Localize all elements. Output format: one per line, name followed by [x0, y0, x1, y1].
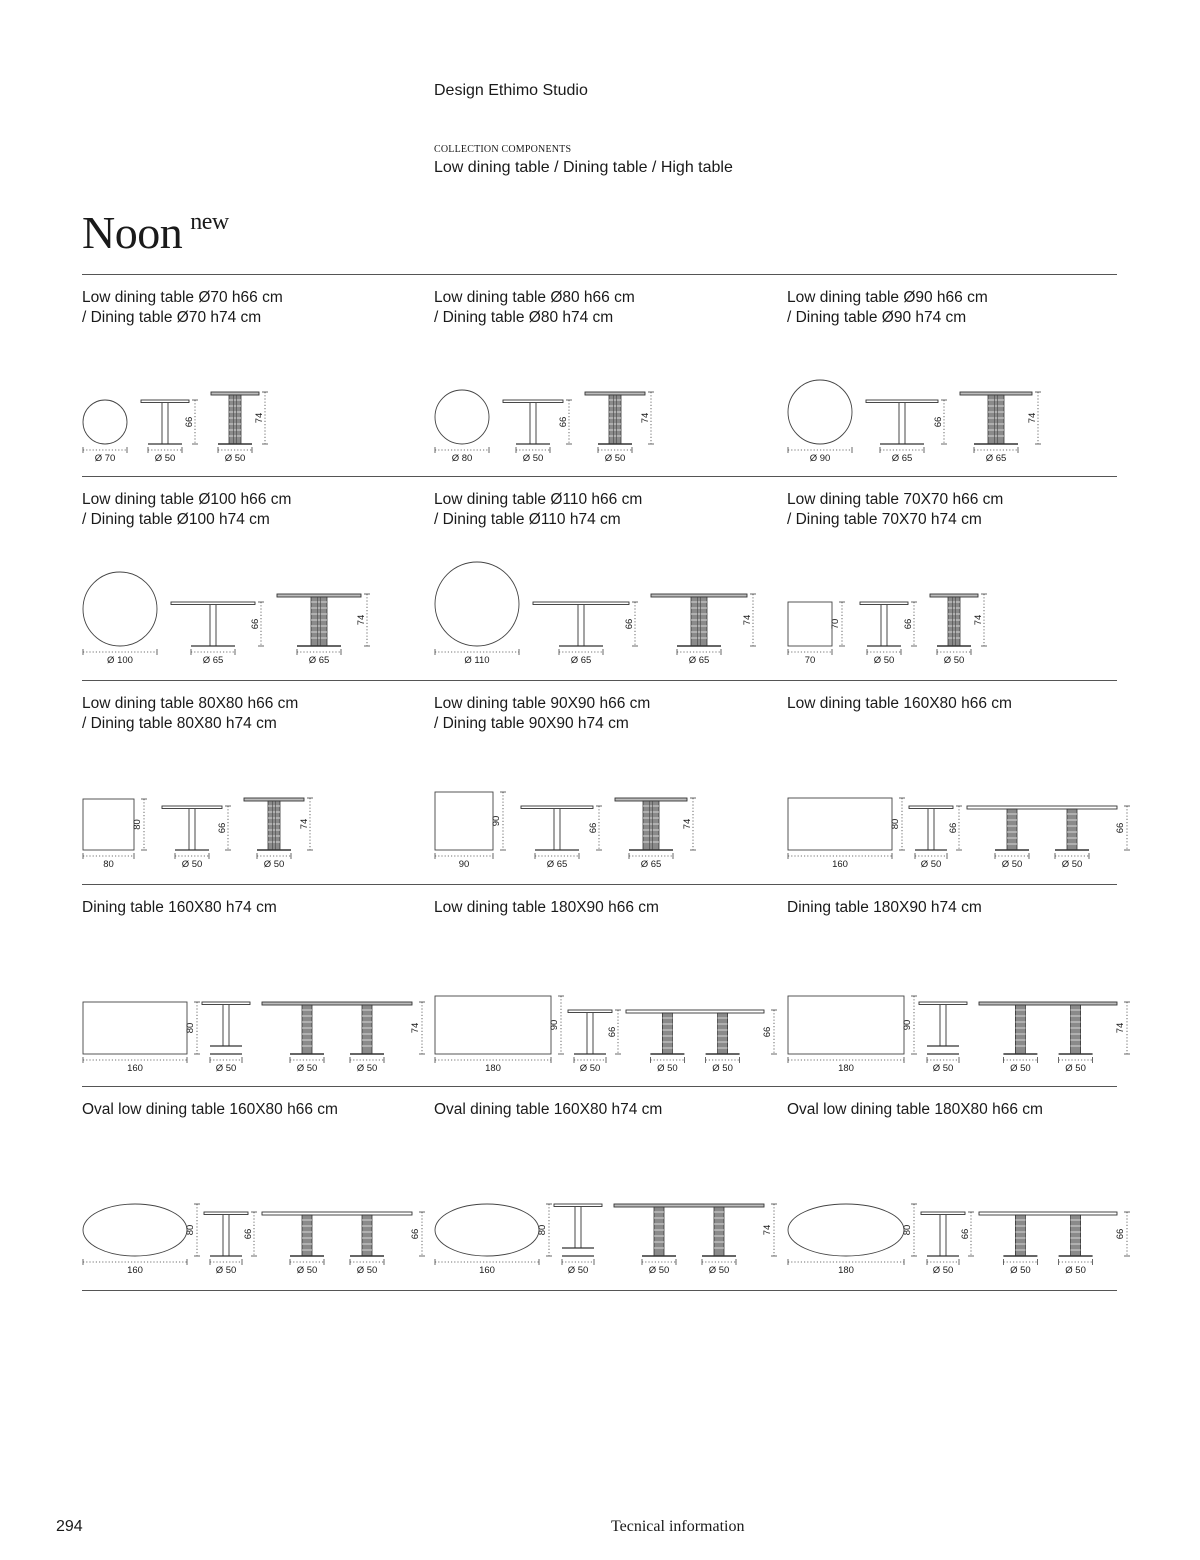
- dimension-label-length: 160: [479, 1265, 495, 1276]
- product-cell: [787, 884, 1139, 1086]
- side-view-long-elevation: [967, 806, 1117, 850]
- dimension-label-height: 66: [217, 822, 228, 834]
- section-name: Tecnical information: [611, 1518, 745, 1535]
- side-view-long-elevation: [626, 1010, 764, 1054]
- technical-drawing: [434, 476, 786, 678]
- technical-drawing: [787, 884, 1139, 1086]
- product-label-line2: / Dining table Ø80 h74 cm: [434, 309, 614, 326]
- side-view-short-end: [204, 1212, 248, 1256]
- plan-view-rect-top: [435, 996, 551, 1054]
- product-label-line1: Low dining table 160X80 h66 cm: [787, 695, 1012, 712]
- side-view-long-elevation: [262, 1002, 412, 1054]
- side-view-dining-table: [651, 594, 747, 646]
- side-view-short-end: [919, 1002, 967, 1046]
- plan-view-oval-top: [83, 1204, 187, 1256]
- side-view-dining-table: [585, 392, 645, 444]
- technical-drawing: [82, 680, 434, 882]
- dimension-label-base: Ø 65: [891, 453, 913, 464]
- collection-kicker: COLLECTION COMPONENTS: [434, 144, 572, 155]
- dimension-label-base: Ø 65: [688, 655, 710, 666]
- side-view-low-table: [860, 602, 908, 646]
- dimension-label-height: 66: [607, 1026, 618, 1038]
- product-cell: [434, 680, 786, 882]
- plan-view-round-top: [788, 380, 852, 444]
- technical-drawing: [82, 1086, 434, 1288]
- product-label-line1: Low dining table Ø100 h66 cm: [82, 491, 292, 508]
- plan-view-round-top: [435, 562, 519, 646]
- dimension-label-base: Ø 65: [640, 859, 662, 870]
- product-label-line1: Dining table 160X80 h74 cm: [82, 899, 277, 916]
- dimension-label-depth: 80: [132, 819, 143, 830]
- side-view-short-end: [568, 1010, 612, 1054]
- dimension-label-base: Ø 50: [1010, 1063, 1031, 1074]
- dimension-label-height: 66: [762, 1026, 773, 1038]
- side-view-dining-table: [277, 594, 361, 646]
- side-view-dining-table: [960, 392, 1032, 444]
- dimension-label-height: 66: [184, 416, 195, 428]
- dimension-label-base: Ø 50: [296, 1265, 318, 1276]
- side-view-long-elevation: [614, 1204, 764, 1256]
- product-label-line1: Low dining table Ø70 h66 cm: [82, 289, 283, 306]
- dimension-label-base: Ø 50: [296, 1063, 318, 1074]
- product-cell: [82, 274, 434, 476]
- side-view-short-end: [202, 1002, 250, 1046]
- dimension-label-base: Ø 50: [215, 1063, 237, 1074]
- side-view-long-elevation: [262, 1212, 412, 1256]
- product-cell: [82, 884, 434, 1086]
- dimension-label-width: 70: [804, 655, 816, 666]
- dimension-label-depth: 90: [491, 815, 502, 827]
- dimension-label-base: Ø 50: [708, 1265, 730, 1276]
- dimension-label-diameter: Ø 70: [94, 453, 116, 464]
- dimension-label-diameter: Ø 110: [464, 655, 490, 666]
- plan-view-round-top: [83, 572, 157, 646]
- dimension-label-height: 74: [1027, 412, 1038, 424]
- dimension-label-height: 66: [960, 1228, 971, 1240]
- technical-drawing: [434, 884, 786, 1086]
- dimension-label-length: 180: [838, 1063, 854, 1074]
- dimension-label-base: Ø 50: [263, 859, 285, 870]
- dimension-label-base: Ø 50: [932, 1265, 954, 1276]
- dimension-label-base: Ø 50: [943, 655, 965, 666]
- dimension-label-base: Ø 65: [202, 655, 224, 666]
- product-label-line1: Low dining table Ø110 h66 cm: [434, 491, 643, 508]
- technical-drawing: [787, 1086, 1139, 1288]
- dimension-label-base: Ø 50: [648, 1265, 670, 1276]
- product-label-line1: Low dining table 90X90 h66 cm: [434, 695, 651, 712]
- dimension-label-height: 66: [243, 1228, 254, 1240]
- dimension-label-height: 66: [588, 822, 599, 834]
- dimension-label-length: 160: [127, 1063, 143, 1074]
- product-label-line2: / Dining table 70X70 h74 cm: [787, 511, 982, 528]
- dimension-label-base: Ø 65: [985, 453, 1007, 464]
- side-view-low-table: [503, 400, 563, 444]
- dimension-label-height: 66: [933, 416, 944, 428]
- dimension-label-height: 74: [1115, 1022, 1126, 1034]
- dimension-label-width: 80: [902, 1224, 913, 1236]
- product-label-line1: Low dining table Ø80 h66 cm: [434, 289, 635, 306]
- technical-drawing: [787, 274, 1139, 476]
- dimension-label-base: Ø 50: [932, 1063, 954, 1074]
- dimension-label-base: Ø 50: [1010, 1265, 1031, 1276]
- product-cell: [82, 680, 434, 882]
- dimension-label-depth: 70: [830, 618, 841, 630]
- product-label-line1: Low dining table 180X90 h66 cm: [434, 899, 659, 916]
- technical-drawing: [434, 680, 786, 882]
- dimension-label-length: 180: [485, 1063, 501, 1074]
- dimension-label-width: 90: [902, 1019, 913, 1031]
- dimension-label-height: 66: [250, 618, 261, 630]
- collection-name: Noon: [82, 207, 183, 258]
- side-view-long-elevation: [979, 1212, 1117, 1256]
- dimension-label-diameter: Ø 90: [809, 453, 831, 464]
- dimension-label-height: 74: [640, 412, 651, 424]
- dimension-label-width: 80: [185, 1022, 196, 1034]
- dimension-label-height: 66: [624, 618, 635, 630]
- product-label-line1: Low dining table Ø90 h66 cm: [787, 289, 988, 306]
- product-label-line2: / Dining table 80X80 h74 cm: [82, 715, 277, 732]
- page-number: 294: [56, 1518, 83, 1535]
- dimension-label-base: Ø 50: [579, 1063, 601, 1074]
- side-view-dining-table: [244, 798, 304, 850]
- dimension-label-length: 160: [832, 859, 848, 870]
- dimension-label-base: Ø 50: [154, 453, 176, 464]
- dimension-label-height: 74: [410, 1022, 421, 1034]
- row-divider: [82, 1290, 1117, 1291]
- dimension-label-height: 74: [762, 1224, 773, 1236]
- side-view-short-end: [909, 806, 953, 850]
- dimension-label-height: 74: [254, 412, 265, 424]
- product-label-line1: Oval low dining table 160X80 h66 cm: [82, 1101, 338, 1118]
- technical-drawing: [82, 884, 434, 1086]
- technical-drawing: [434, 274, 786, 476]
- dimension-label-base: Ø 50: [215, 1265, 237, 1276]
- product-cell: [787, 1086, 1139, 1288]
- plan-view-rect-top: [788, 798, 892, 850]
- dimension-label-width: 80: [185, 1224, 196, 1236]
- dimension-label-base: Ø 50: [181, 859, 203, 870]
- plan-view-rect-top: [83, 1002, 187, 1054]
- dimension-label-base: Ø 50: [920, 859, 942, 870]
- side-view-dining-table: [615, 798, 687, 850]
- product-label-line1: Low dining table 70X70 h66 cm: [787, 491, 1004, 508]
- dimension-label-width: 80: [103, 859, 114, 870]
- product-label-line2: / Dining table 90X90 h74 cm: [434, 715, 629, 732]
- dimension-label-height: 66: [558, 416, 569, 428]
- product-cell: [434, 274, 786, 476]
- side-view-dining-table: [211, 392, 259, 444]
- dimension-label-height: 74: [356, 614, 367, 626]
- technical-drawing: [82, 274, 434, 476]
- product-label-line1: Oval low dining table 180X80 h66 cm: [787, 1101, 1043, 1118]
- dimension-label-diameter: Ø 80: [451, 453, 473, 464]
- product-cell: [787, 680, 1139, 882]
- technical-drawing: [434, 1086, 786, 1288]
- plan-view-rect-top: [788, 996, 904, 1054]
- designer-credit: Design Ethimo Studio: [434, 82, 588, 99]
- dimension-label-width: 80: [890, 818, 901, 830]
- side-view-dining-table: [930, 594, 978, 646]
- side-view-low-table: [521, 806, 593, 850]
- dimension-label-width: 90: [458, 859, 470, 870]
- dimension-label-base: Ø 50: [356, 1063, 378, 1074]
- dimension-label-height: 66: [410, 1228, 421, 1240]
- technical-drawing: [787, 476, 1139, 678]
- plan-view-square-top: [788, 602, 832, 646]
- plan-view-round-top: [83, 400, 127, 444]
- plan-view-round-top: [435, 390, 489, 444]
- dimension-label-base: Ø 50: [657, 1063, 678, 1074]
- side-view-long-elevation: [979, 1002, 1117, 1054]
- dimension-label-base: Ø 50: [567, 1265, 589, 1276]
- collection-title: [82, 206, 229, 259]
- dimension-label-base: Ø 50: [604, 453, 626, 464]
- dimension-label-base: Ø 65: [308, 655, 330, 666]
- side-view-low-table: [866, 400, 938, 444]
- side-view-short-end: [921, 1212, 965, 1256]
- plan-view-square-top: [435, 792, 493, 850]
- product-label-line2: / Dining table Ø70 h74 cm: [82, 309, 262, 326]
- product-cell: [434, 1086, 786, 1288]
- dimension-label-base: Ø 50: [1065, 1265, 1086, 1276]
- dimension-label-height: 74: [742, 614, 753, 626]
- dimension-label-base: Ø 50: [1065, 1063, 1086, 1074]
- plan-view-square-top: [83, 799, 134, 850]
- dimension-label-base: Ø 50: [1061, 859, 1083, 870]
- dimension-label-length: 180: [838, 1265, 854, 1276]
- product-cell: [82, 476, 434, 678]
- dimension-label-height: 74: [299, 818, 310, 830]
- technical-drawing: [787, 680, 1139, 882]
- product-label-line2: / Dining table Ø90 h74 cm: [787, 309, 967, 326]
- side-view-low-table: [171, 602, 255, 646]
- product-label-line2: / Dining table Ø100 h74 cm: [82, 511, 270, 528]
- dimension-label-height: 66: [1115, 822, 1126, 834]
- dimension-label-base: Ø 50: [224, 453, 246, 464]
- side-view-low-table: [533, 602, 629, 646]
- dimension-label-length: 160: [127, 1265, 143, 1276]
- dimension-label-base: Ø 50: [712, 1063, 733, 1074]
- product-cell: [82, 1086, 434, 1288]
- plan-view-oval-top: [435, 1204, 539, 1256]
- dimension-label-height: 66: [1115, 1228, 1126, 1240]
- product-label-line1: Dining table 180X90 h74 cm: [787, 899, 982, 916]
- dimension-label-base: Ø 50: [522, 453, 544, 464]
- product-label-line1: Oval dining table 160X80 h74 cm: [434, 1101, 663, 1118]
- technical-drawing: [82, 476, 434, 678]
- product-cell: [434, 476, 786, 678]
- dimension-label-base: Ø 50: [1001, 859, 1023, 870]
- dimension-label-height: 74: [682, 818, 693, 830]
- new-badge: new: [190, 209, 229, 235]
- product-cell: [434, 884, 786, 1086]
- dimension-label-base: Ø 65: [546, 859, 568, 870]
- product-label-line2: / Dining table Ø110 h74 cm: [434, 511, 621, 528]
- dimension-label-height: 66: [903, 618, 914, 630]
- side-view-low-table: [162, 806, 222, 850]
- dimension-label-width: 90: [549, 1019, 560, 1031]
- dimension-label-diameter: Ø 100: [107, 655, 133, 666]
- dimension-label-base: Ø 50: [356, 1265, 378, 1276]
- product-label-line1: Low dining table 80X80 h66 cm: [82, 695, 299, 712]
- product-cell: [787, 476, 1139, 678]
- dimension-label-height: 74: [973, 614, 984, 626]
- collection-components: Low dining table / Dining table / High table: [434, 159, 733, 176]
- side-view-low-table: [141, 400, 189, 444]
- product-cell: [787, 274, 1139, 476]
- dimension-label-base: Ø 50: [873, 655, 895, 666]
- dimension-label-base: Ø 65: [570, 655, 592, 666]
- plan-view-oval-top: [788, 1204, 904, 1256]
- side-view-short-end: [554, 1204, 602, 1248]
- dimension-label-height: 66: [948, 822, 959, 834]
- dimension-label-width: 80: [537, 1224, 548, 1236]
